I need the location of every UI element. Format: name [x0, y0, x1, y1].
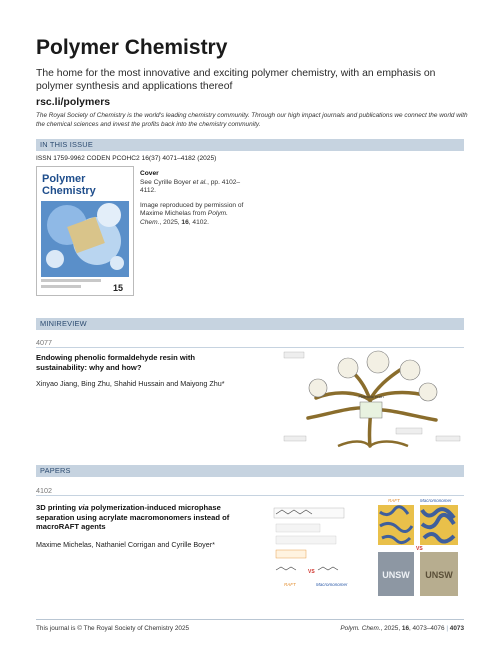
macromonomer-label-left: Macromonomer — [316, 582, 348, 587]
paper-title-part2: polymerization-induced microphase separation using acrylate macromonomers instead of macroRAFT agents — [36, 503, 230, 532]
paper-page-number: 4102 — [36, 486, 52, 495]
footer-separator: | — [446, 625, 448, 632]
cover-see-line — [140, 179, 250, 196]
minireview-title-link[interactable]: Endowing phenolic formaldehyde resin with sustainability: why and how? — [36, 353, 196, 372]
cover-number: 15 — [112, 283, 123, 293]
section-bar-in-this-issue — [36, 139, 464, 151]
unsw-text-left: UNSW — [382, 570, 410, 580]
section-label: MINIREVIEW — [40, 319, 87, 328]
vs-label-right: VS — [416, 546, 423, 552]
section-label: IN THIS ISSUE — [40, 140, 93, 149]
cover-credit-year: , 2025, — [159, 218, 182, 226]
paper-graphical-abstract[interactable] — [270, 496, 464, 600]
tree-center-label: Phenolic resin — [358, 394, 384, 399]
minireview-authors: Xinyao Jiang, Bing Zhu, Shahid Hussain and Maiyong Zhu* — [36, 379, 225, 388]
cover-credit-text: Image reproduced by permission of Maxime Michelas from — [140, 201, 244, 218]
section-label: PAPERS — [40, 466, 71, 475]
journal-tagline: The home for the most innovative and exciting polymer chemistry, with an emphasis on polymer synthesis and applications thereof — [36, 68, 436, 92]
paper-authors: Maxime Michelas, Nathaniel Corrigan and Cyrille Boyer* — [36, 540, 215, 549]
raft-label: RAFT — [388, 498, 400, 503]
unsw-text-right: UNSW — [425, 570, 453, 580]
cover-title-line1: Polymer — [42, 173, 86, 185]
footer-copyright: This journal is © The Royal Society of Chemistry 2025 — [36, 625, 190, 632]
footer-citation — [340, 625, 464, 632]
paper-figure — [270, 496, 464, 600]
section-bar-papers — [36, 465, 464, 477]
macromonomer-label: Macromonomer — [420, 498, 452, 503]
cover-description — [140, 170, 250, 228]
tree-diagram — [278, 348, 464, 448]
journal-title: Polymer Chemistry — [36, 36, 228, 59]
footer-volume: 16 — [401, 625, 409, 632]
footer-divider — [36, 619, 464, 620]
cover-image[interactable] — [36, 166, 134, 296]
cover-artwork — [37, 167, 133, 295]
section-bar-minireview — [36, 318, 464, 330]
cover-credit-journal: Polym. Chem. — [140, 210, 228, 226]
cover-credit-volume: 16 — [181, 218, 189, 226]
paper-title-link[interactable] — [36, 503, 256, 532]
footer-page-number: 4073 — [449, 625, 464, 632]
footer-pages: , 4073–4076 — [409, 625, 445, 632]
footer-journal: Polym. Chem. — [340, 625, 381, 632]
cover-heading: Cover — [140, 170, 159, 177]
paper-title-part1: 3D printing — [36, 503, 79, 512]
issn-line: ISSN 1759-9962 CODEN PCOHC2 16(37) 4071–4182 (2025) — [36, 155, 217, 162]
journal-url-link[interactable]: rsc.li/polymers — [36, 96, 111, 108]
cover-title-line2: Chemistry — [42, 185, 96, 197]
minireview-graphical-abstract[interactable] — [278, 348, 464, 448]
cover-credit — [140, 202, 250, 228]
cover-see-prefix: See Cyrille Boyer — [140, 178, 193, 186]
footer-year: , 2025, — [380, 625, 402, 632]
raft-label-left: RAFT — [284, 582, 296, 587]
vs-label-left: VS — [308, 569, 315, 575]
paper-title-via: via — [78, 503, 89, 512]
rsc-description: The Royal Society of Chemistry is the world's leading chemistry community. Through our high impact journals and publications we connect the world with the chemical sciences and invest the profits back into the chemistry community. — [36, 112, 468, 128]
cover-see-pages: , pp. 4102–4112. — [140, 178, 241, 195]
cover-credit-end: , 4102. — [188, 218, 209, 226]
minireview-page-number: 4077 — [36, 338, 52, 347]
cover-see-etal: et al. — [192, 178, 208, 186]
